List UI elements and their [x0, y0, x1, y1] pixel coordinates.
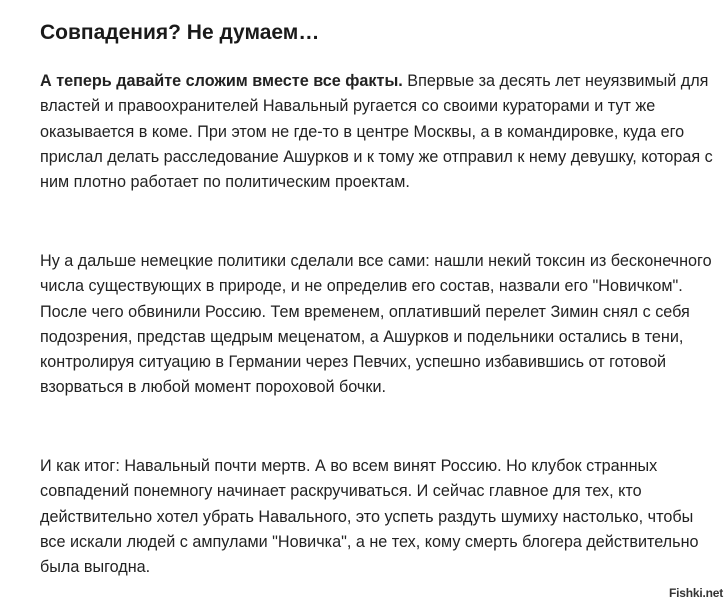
paragraph-1-text: Впервые за десять лет неуязвимый для властей и правоохранителей Навальный ругается со своими кураторами и тут же оказывается в коме. При этом не где-то в центре Москвы, а в командировке, куда его прислал делать расследование Ашурков и к тому же отправил к нему девушку, которая с ним плотно работает по политическим проектам.	[40, 72, 713, 192]
paragraph-3: И как итог: Навальный почти мертв. А во всем винят Россию. Но клубок странных совпадений понемногу начинает раскручиваться. И сейчас главное для тех, кто действительно хотел убрать Навального, это успеть раздуть шумиху настолько, чтобы все искали людей с ампулами "Новичка", а не тех, кому смерть блогера действительно была выгодна.	[40, 457, 699, 577]
paragraph-2: Ну а дальше немецкие политики сделали все сами: нашли некий токсин из бесконечного числа существующих в природе, и не определив его состав, назвали его "Новичком". После чего обвинили Россию. Тем временем, оплативший перелет Зимин снял с себя подозрения, представ щедрым меценатом, а Ашурков и подельники остались в тени, контролируя ситуацию в Германии через Певчих, успешно избавившись от готовой взорваться в любой момент пороховой бочки.	[40, 252, 712, 397]
watermark: Fishki.net	[668, 586, 723, 600]
paragraph-1	[40, 69, 720, 195]
article-title: Совпадения? Не думаем…	[40, 21, 320, 44]
article	[40, 17, 720, 577]
paragraph-1-lead: А теперь давайте сложим вместе все факты.	[40, 72, 403, 90]
